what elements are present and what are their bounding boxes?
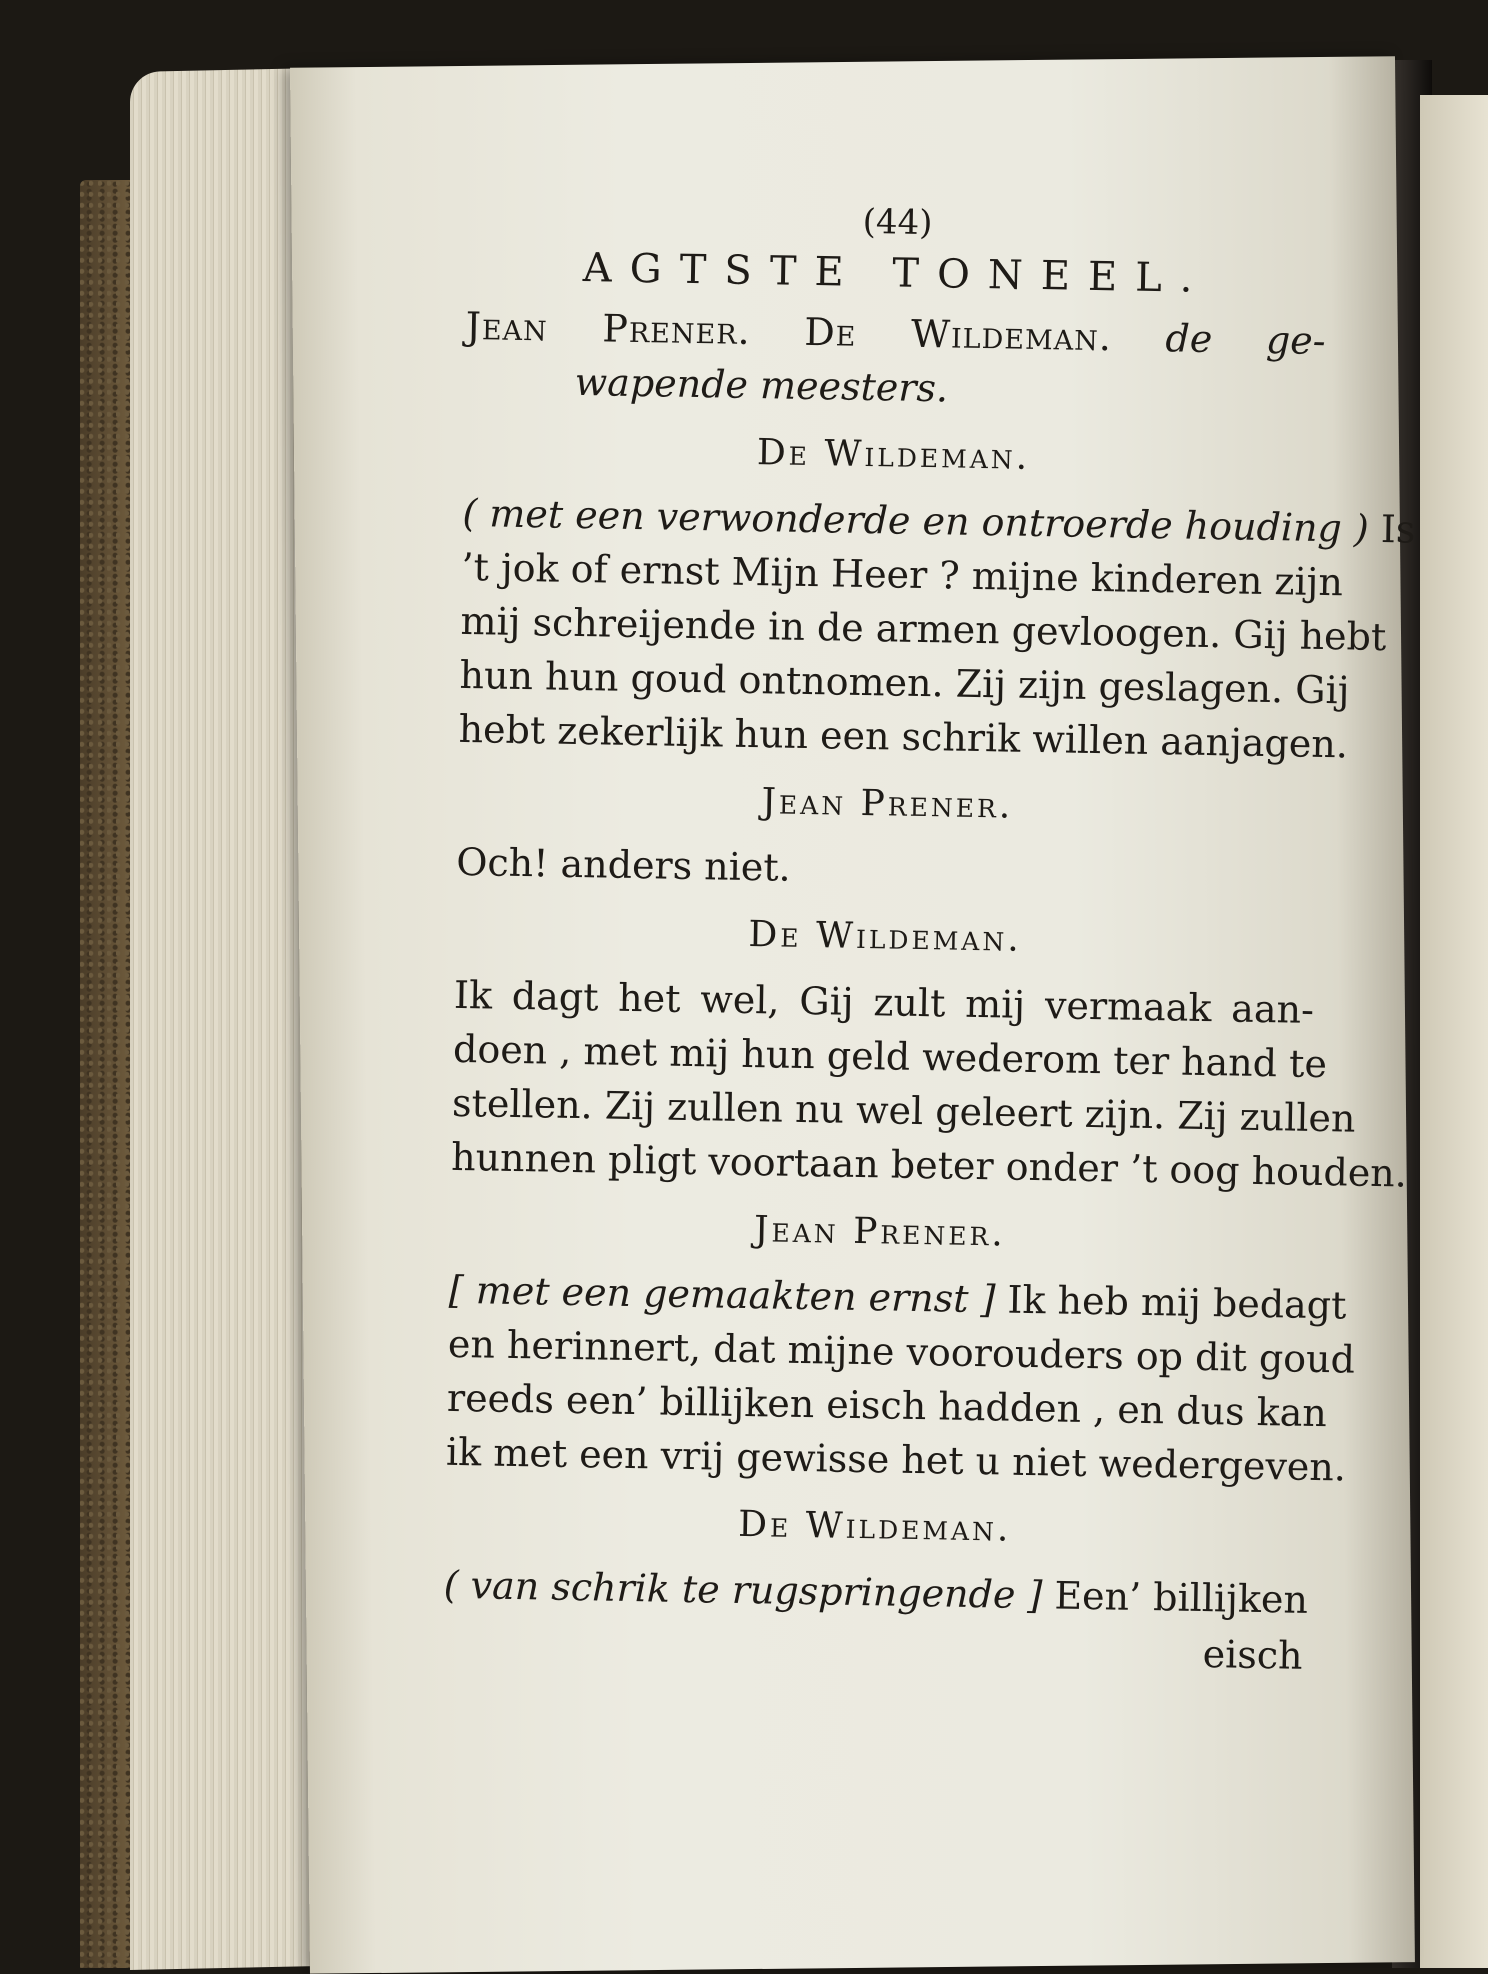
speaker-name: De Wildeman. xyxy=(737,1503,1012,1550)
line-text: doen , met mij hun geld wederom ter hand te xyxy=(452,1026,1328,1087)
line-text: hunnen pligt voortaan beter onder ’t oog houden. xyxy=(450,1134,1408,1196)
line-text: en herinnert, dat mijne voorouders op dit goud xyxy=(447,1321,1356,1382)
cast-rest: wapende meesters. xyxy=(574,359,949,411)
line-text: Ik heb mij bedagt xyxy=(995,1277,1347,1328)
line-text: reeds een’ billijken eisch hadden , en dus kan xyxy=(446,1375,1328,1436)
line-text: mij schreijende in de armen gevloogen. Gij hebt xyxy=(460,598,1387,660)
line-text: ’t jok of ernst Mijn Heer ? mijne kinderen zijn xyxy=(461,544,1344,605)
speaker-name: Jean Prener. xyxy=(753,1209,1007,1255)
line-text: Een’ billijken xyxy=(1041,1573,1309,1622)
stage-direction: ( van schrik te rugspringende ] xyxy=(443,1562,1043,1618)
page-number: (44) xyxy=(862,201,933,244)
speaker-name: Jean Prener. xyxy=(761,781,1014,827)
scene-title: AGTSTE TONEEL. xyxy=(582,245,1211,302)
line-text: Och! anders niet. xyxy=(455,839,792,890)
speaker-name: De Wildeman. xyxy=(756,432,1031,478)
cast-list xyxy=(464,299,1326,422)
cast-name: De Wildeman. xyxy=(803,309,1113,360)
facing-page-edge xyxy=(1420,95,1488,1968)
line-text: hun hun goud ontnomen. Zij zijn geslagen. Gij xyxy=(459,652,1350,713)
line-text: Is xyxy=(1368,506,1416,552)
dialogue-line xyxy=(456,835,1317,904)
line-text: stellen. Zij zullen nu wel geleert zijn. Zij zullen xyxy=(451,1080,1356,1141)
line-text: ik met een vrij gewisse het u niet wedergeven. xyxy=(445,1429,1347,1490)
cast-rest: de ge- xyxy=(1165,316,1326,363)
stage-direction: ( met een verwonderde en ontroerde houding ) xyxy=(462,490,1370,551)
cast-name: Jean Prener. xyxy=(465,303,752,353)
speaker-name: De Wildeman. xyxy=(748,914,1023,960)
line-text: hebt zekerlijk hun een schrik willen aanjagen. xyxy=(458,706,1349,767)
line-text: Ik dagt het wel, Gij zult mij vermaak aan- xyxy=(453,972,1315,1032)
dialogue xyxy=(443,427,1416,1627)
page-edges xyxy=(130,68,320,1970)
catchword: eisch xyxy=(1202,1632,1304,1678)
stage-direction: [ met een gemaakten ernst ] xyxy=(448,1267,996,1322)
page-text xyxy=(442,195,1416,1683)
